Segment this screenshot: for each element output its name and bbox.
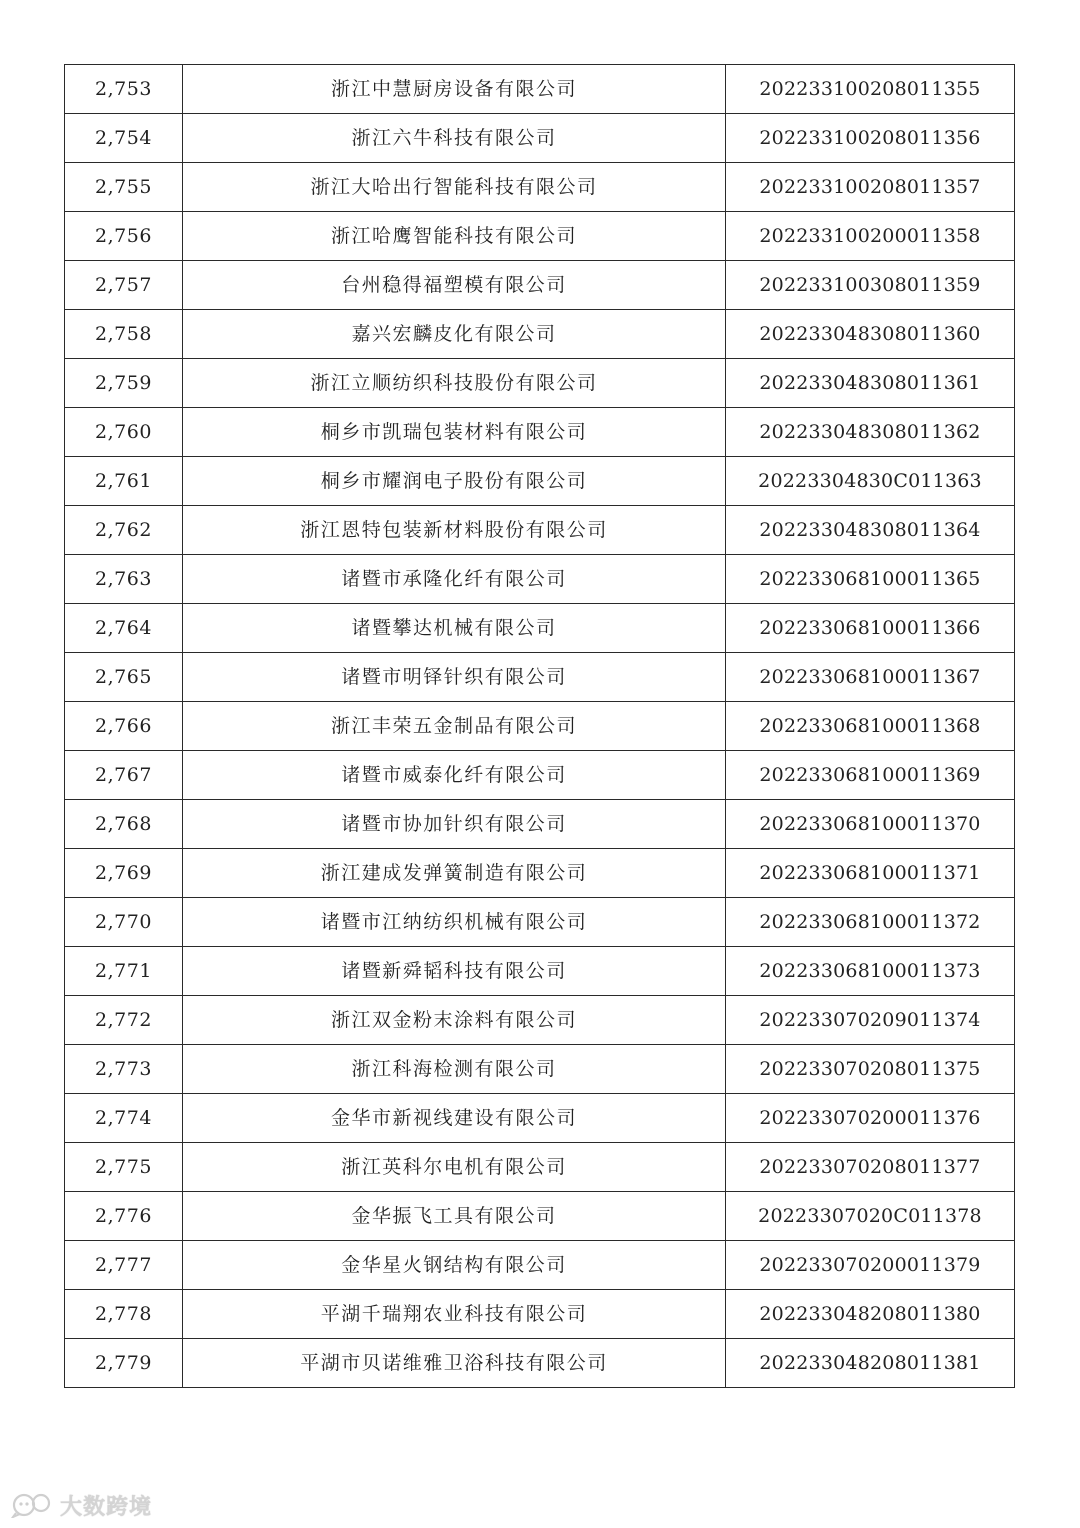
row-number-cell: 2,772 [65, 996, 183, 1045]
company-name-cell: 诸暨市协加针织有限公司 [183, 800, 726, 849]
enterprise-list-table [64, 64, 1015, 1388]
registration-code-cell: 20223304830C011363 [726, 457, 1015, 506]
company-name-cell: 浙江六牛科技有限公司 [183, 114, 726, 163]
table-row [65, 702, 1015, 751]
table-row [65, 457, 1015, 506]
row-number-cell: 2,771 [65, 947, 183, 996]
table-row [65, 849, 1015, 898]
registration-code-cell: 202233048308011361 [726, 359, 1015, 408]
company-name-cell: 浙江双金粉末涂料有限公司 [183, 996, 726, 1045]
registration-code-cell: 202233070208011375 [726, 1045, 1015, 1094]
table-row [65, 1241, 1015, 1290]
row-number-cell: 2,778 [65, 1290, 183, 1339]
registration-code-cell: 20223307020C011378 [726, 1192, 1015, 1241]
company-name-cell: 浙江大哈出行智能科技有限公司 [183, 163, 726, 212]
company-name-cell: 诸暨攀达机械有限公司 [183, 604, 726, 653]
company-name-cell: 桐乡市凯瑞包装材料有限公司 [183, 408, 726, 457]
row-number-cell: 2,759 [65, 359, 183, 408]
table-row [65, 506, 1015, 555]
registration-code-cell: 202233100308011359 [726, 261, 1015, 310]
row-number-cell: 2,754 [65, 114, 183, 163]
registration-code-cell: 202233068100011365 [726, 555, 1015, 604]
registration-code-cell: 202233100208011355 [726, 65, 1015, 114]
row-number-cell: 2,758 [65, 310, 183, 359]
registration-code-cell: 202233100208011356 [726, 114, 1015, 163]
table-row [65, 1290, 1015, 1339]
row-number-cell: 2,776 [65, 1192, 183, 1241]
company-name-cell: 平湖市贝诺维雅卫浴科技有限公司 [183, 1339, 726, 1388]
company-name-cell: 浙江中慧厨房设备有限公司 [183, 65, 726, 114]
company-name-cell: 嘉兴宏麟皮化有限公司 [183, 310, 726, 359]
table-row [65, 408, 1015, 457]
row-number-cell: 2,773 [65, 1045, 183, 1094]
table-row [65, 800, 1015, 849]
company-name-cell: 金华星火钢结构有限公司 [183, 1241, 726, 1290]
company-name-cell: 浙江建成发弹簧制造有限公司 [183, 849, 726, 898]
row-number-cell: 2,775 [65, 1143, 183, 1192]
table-row [65, 359, 1015, 408]
registration-code-cell: 202233068100011369 [726, 751, 1015, 800]
row-number-cell: 2,761 [65, 457, 183, 506]
row-number-cell: 2,762 [65, 506, 183, 555]
row-number-cell: 2,779 [65, 1339, 183, 1388]
registration-code-cell: 202233068100011372 [726, 898, 1015, 947]
registration-code-cell: 202233100200011358 [726, 212, 1015, 261]
row-number-cell: 2,763 [65, 555, 183, 604]
company-name-cell: 金华振飞工具有限公司 [183, 1192, 726, 1241]
table-row [65, 555, 1015, 604]
registration-code-cell: 202233048208011381 [726, 1339, 1015, 1388]
table-row [65, 653, 1015, 702]
company-name-cell: 诸暨新舜韬科技有限公司 [183, 947, 726, 996]
company-name-cell: 浙江哈鹰智能科技有限公司 [183, 212, 726, 261]
company-name-cell: 诸暨市承隆化纤有限公司 [183, 555, 726, 604]
table-row [65, 114, 1015, 163]
table-row [65, 65, 1015, 114]
company-name-cell: 浙江科海检测有限公司 [183, 1045, 726, 1094]
row-number-cell: 2,767 [65, 751, 183, 800]
table-row [65, 751, 1015, 800]
table-body [65, 65, 1015, 1388]
registration-code-cell: 202233100208011357 [726, 163, 1015, 212]
table-row [65, 604, 1015, 653]
row-number-cell: 2,756 [65, 212, 183, 261]
row-number-cell: 2,765 [65, 653, 183, 702]
watermark [10, 1490, 152, 1520]
row-number-cell: 2,753 [65, 65, 183, 114]
row-number-cell: 2,760 [65, 408, 183, 457]
table-row [65, 1045, 1015, 1094]
registration-code-cell: 202233048308011360 [726, 310, 1015, 359]
table-row [65, 947, 1015, 996]
table-row [65, 996, 1015, 1045]
registration-code-cell: 202233068100011370 [726, 800, 1015, 849]
registration-code-cell: 202233068100011373 [726, 947, 1015, 996]
company-name-cell: 平湖千瑞翔农业科技有限公司 [183, 1290, 726, 1339]
table-row [65, 898, 1015, 947]
registration-code-cell: 202233070208011377 [726, 1143, 1015, 1192]
registration-code-cell: 202233068100011367 [726, 653, 1015, 702]
company-name-cell: 桐乡市耀润电子股份有限公司 [183, 457, 726, 506]
company-name-cell: 诸暨市威泰化纤有限公司 [183, 751, 726, 800]
company-name-cell: 金华市新视线建设有限公司 [183, 1094, 726, 1143]
registration-code-cell: 202233068100011371 [726, 849, 1015, 898]
table-row [65, 1143, 1015, 1192]
company-name-cell: 浙江立顺纺织科技股份有限公司 [183, 359, 726, 408]
row-number-cell: 2,774 [65, 1094, 183, 1143]
table-row [65, 1339, 1015, 1388]
row-number-cell: 2,764 [65, 604, 183, 653]
table-row [65, 1192, 1015, 1241]
company-name-cell: 诸暨市明铎针织有限公司 [183, 653, 726, 702]
registration-code-cell: 202233048208011380 [726, 1290, 1015, 1339]
row-number-cell: 2,777 [65, 1241, 183, 1290]
row-number-cell: 2,769 [65, 849, 183, 898]
table-row [65, 261, 1015, 310]
registration-code-cell: 202233068100011368 [726, 702, 1015, 751]
row-number-cell: 2,766 [65, 702, 183, 751]
watermark-text: 大数跨境 [60, 1494, 153, 1520]
chat-bubbles-logo-icon [10, 1492, 56, 1518]
registration-code-cell: 202233070200011376 [726, 1094, 1015, 1143]
company-name-cell: 台州稳得福塑模有限公司 [183, 261, 726, 310]
registration-code-cell: 202233048308011364 [726, 506, 1015, 555]
company-name-cell: 浙江英科尔电机有限公司 [183, 1143, 726, 1192]
row-number-cell: 2,755 [65, 163, 183, 212]
row-number-cell: 2,770 [65, 898, 183, 947]
company-name-cell: 诸暨市江纳纺织机械有限公司 [183, 898, 726, 947]
registration-code-cell: 202233070209011374 [726, 996, 1015, 1045]
table-row [65, 1094, 1015, 1143]
company-name-cell: 浙江丰荣五金制品有限公司 [183, 702, 726, 751]
table-row [65, 212, 1015, 261]
table-row [65, 310, 1015, 359]
row-number-cell: 2,768 [65, 800, 183, 849]
registration-code-cell: 202233068100011366 [726, 604, 1015, 653]
registration-code-cell: 202233048308011362 [726, 408, 1015, 457]
table-row [65, 163, 1015, 212]
registration-code-cell: 202233070200011379 [726, 1241, 1015, 1290]
company-name-cell: 浙江恩特包装新材料股份有限公司 [183, 506, 726, 555]
row-number-cell: 2,757 [65, 261, 183, 310]
